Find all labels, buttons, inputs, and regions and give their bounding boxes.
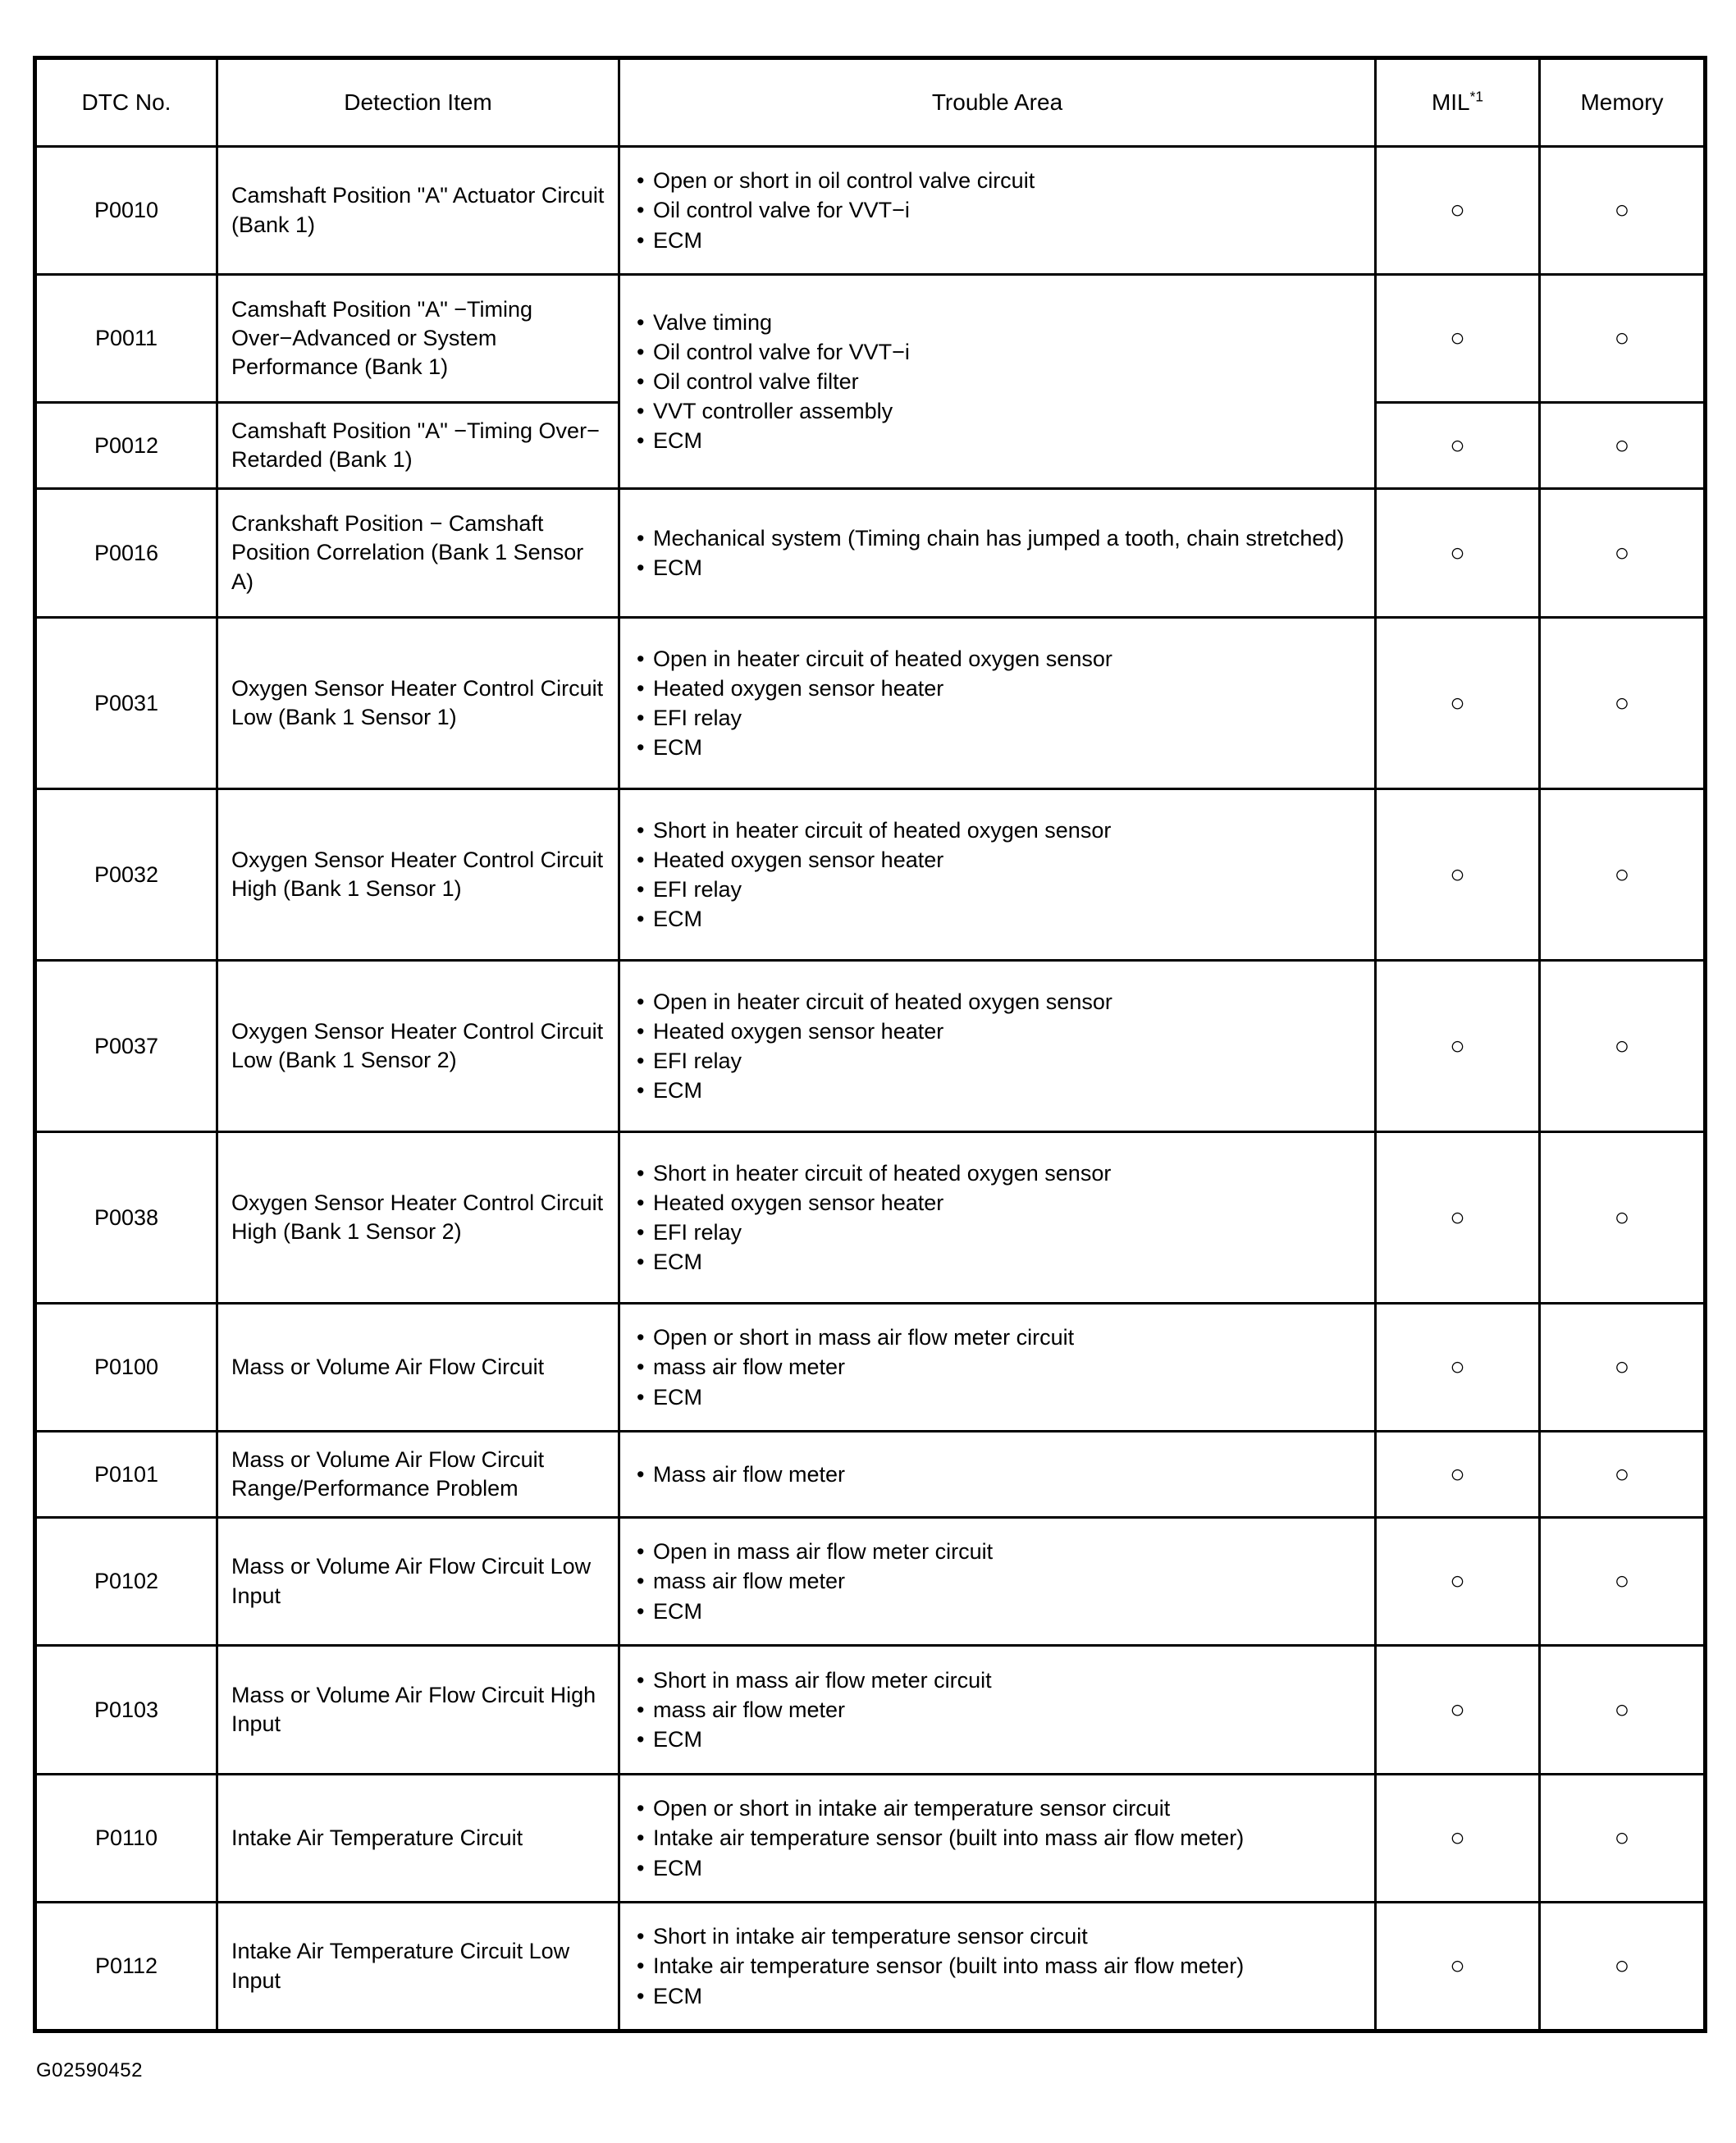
memory-circle: ○	[1614, 1352, 1630, 1381]
trouble-item: • EFI relay	[635, 1046, 1359, 1076]
memory-cell	[1540, 1518, 1706, 1646]
detection-cell: Intake Air Temperature Circuit	[217, 1775, 619, 1903]
trouble-item: • Intake air temperature sensor (built into mass air flow meter)	[635, 1823, 1359, 1853]
trouble-cell	[619, 1518, 1376, 1646]
memory-cell	[1540, 1646, 1706, 1775]
trouble-item: • EFI relay	[635, 703, 1359, 733]
dtc-cell: P0032	[35, 789, 217, 961]
mil-cell	[1376, 961, 1540, 1132]
mil-circle: ○	[1450, 1951, 1465, 1980]
trouble-item: • EFI relay	[635, 875, 1359, 904]
mil-cell	[1376, 618, 1540, 789]
dtc-cell: P0010	[35, 147, 217, 275]
mil-circle: ○	[1450, 195, 1465, 224]
mil-circle: ○	[1450, 859, 1465, 889]
trouble-item: • VVT controller assembly	[635, 396, 1359, 426]
dtc-table	[33, 56, 1707, 2033]
trouble-item: • mass air flow meter	[635, 1695, 1359, 1725]
trouble-item: • Open or short in oil control valve circuit	[635, 166, 1359, 195]
mil-circle: ○	[1450, 430, 1465, 459]
mil-circle: ○	[1450, 537, 1465, 567]
table-row	[35, 618, 1706, 789]
trouble-item: • Open or short in intake air temperature sensor circuit	[635, 1793, 1359, 1823]
trouble-item: • Short in heater circuit of heated oxygen sensor	[635, 1158, 1359, 1188]
trouble-item: • mass air flow meter	[635, 1352, 1359, 1382]
dtc-cell: P0012	[35, 403, 217, 489]
column-header-trouble: Trouble Area	[619, 58, 1376, 147]
trouble-item: • mass air flow meter	[635, 1566, 1359, 1596]
memory-cell	[1540, 961, 1706, 1132]
trouble-item: • ECM	[635, 1725, 1359, 1754]
detection-cell: Oxygen Sensor Heater Control Circuit High (Bank 1 Sensor 2)	[217, 1132, 619, 1304]
detection-cell: Mass or Volume Air Flow Circuit Low Input	[217, 1518, 619, 1646]
detection-cell: Camshaft Position "A" −Timing Over− Retarded (Bank 1)	[217, 403, 619, 489]
trouble-cell	[619, 789, 1376, 961]
detection-cell: Oxygen Sensor Heater Control Circuit High (Bank 1 Sensor 1)	[217, 789, 619, 961]
memory-circle: ○	[1614, 1459, 1630, 1488]
column-header-mil	[1376, 58, 1540, 147]
mil-circle: ○	[1450, 1030, 1465, 1060]
detection-cell: Crankshaft Position − Camshaft Position Correlation (Bank 1 Sensor A)	[217, 489, 619, 618]
mil-cell	[1376, 147, 1540, 275]
trouble-item: • Oil control valve for VVT−i	[635, 337, 1359, 367]
trouble-item: • ECM	[635, 553, 1359, 583]
trouble-item: • Open in heater circuit of heated oxygen sensor	[635, 987, 1359, 1017]
table-row	[35, 1646, 1706, 1775]
table-row	[35, 1132, 1706, 1304]
mil-cell	[1376, 789, 1540, 961]
dtc-cell: P0037	[35, 961, 217, 1132]
mil-circle: ○	[1450, 1694, 1465, 1724]
dtc-cell: P0102	[35, 1518, 217, 1646]
trouble-item: • Heated oxygen sensor heater	[635, 845, 1359, 875]
memory-circle: ○	[1614, 1951, 1630, 1980]
dtc-cell: P0101	[35, 1432, 217, 1518]
dtc-cell: P0112	[35, 1903, 217, 2031]
trouble-item: • ECM	[635, 1382, 1359, 1412]
trouble-item: • Heated oxygen sensor heater	[635, 1017, 1359, 1046]
memory-cell	[1540, 489, 1706, 618]
trouble-item: • Short in intake air temperature sensor circuit	[635, 1921, 1359, 1951]
detection-cell: Oxygen Sensor Heater Control Circuit Low (Bank 1 Sensor 1)	[217, 618, 619, 789]
column-header-memory: Memory	[1540, 58, 1706, 147]
trouble-cell	[619, 147, 1376, 275]
mil-footnote-marker: *1	[1469, 88, 1484, 105]
memory-cell	[1540, 1304, 1706, 1432]
mil-circle: ○	[1450, 1459, 1465, 1488]
table-row	[35, 1432, 1706, 1518]
dtc-cell: P0110	[35, 1775, 217, 1903]
mil-circle: ○	[1450, 1352, 1465, 1381]
mil-header-label: MIL	[1431, 89, 1470, 115]
trouble-item: • Mechanical system (Timing chain has jumped a tooth, chain stretched)	[635, 523, 1359, 553]
mil-circle: ○	[1450, 1823, 1465, 1852]
memory-circle: ○	[1614, 1566, 1630, 1595]
mil-cell	[1376, 489, 1540, 618]
trouble-item: • ECM	[635, 1981, 1359, 2011]
trouble-item: • ECM	[635, 226, 1359, 255]
mil-cell	[1376, 1903, 1540, 2031]
trouble-item: • Short in mass air flow meter circuit	[635, 1666, 1359, 1695]
trouble-item: • EFI relay	[635, 1218, 1359, 1247]
trouble-item: • ECM	[635, 733, 1359, 762]
trouble-cell	[619, 275, 1376, 489]
trouble-item: • ECM	[635, 426, 1359, 455]
column-header-detection: Detection Item	[217, 58, 619, 147]
memory-circle: ○	[1614, 195, 1630, 224]
memory-circle: ○	[1614, 1823, 1630, 1852]
dtc-cell: P0011	[35, 275, 217, 403]
trouble-cell	[619, 489, 1376, 618]
trouble-item: • Open in mass air flow meter circuit	[635, 1537, 1359, 1566]
memory-cell	[1540, 275, 1706, 403]
trouble-item: • Short in heater circuit of heated oxygen sensor	[635, 816, 1359, 845]
trouble-item: • ECM	[635, 1597, 1359, 1626]
table-row	[35, 1518, 1706, 1646]
trouble-cell	[619, 1775, 1376, 1903]
trouble-cell	[619, 618, 1376, 789]
dtc-cell: P0016	[35, 489, 217, 618]
memory-circle: ○	[1614, 323, 1630, 352]
trouble-item: • Heated oxygen sensor heater	[635, 1188, 1359, 1218]
trouble-cell	[619, 1903, 1376, 2031]
memory-circle: ○	[1614, 688, 1630, 717]
memory-circle: ○	[1614, 537, 1630, 567]
mil-cell	[1376, 1432, 1540, 1518]
trouble-item: • Oil control valve for VVT−i	[635, 195, 1359, 225]
detection-cell: Intake Air Temperature Circuit Low Input	[217, 1903, 619, 2031]
trouble-cell	[619, 1646, 1376, 1775]
table-header-row	[35, 58, 1706, 147]
trouble-item: • Intake air temperature sensor (built into mass air flow meter)	[635, 1951, 1359, 1981]
table-row	[35, 489, 1706, 618]
table-row	[35, 789, 1706, 961]
dtc-cell: P0103	[35, 1646, 217, 1775]
column-header-dtc: DTC No.	[35, 58, 217, 147]
trouble-item: • Open in heater circuit of heated oxygen sensor	[635, 644, 1359, 674]
trouble-cell	[619, 1304, 1376, 1432]
trouble-cell	[619, 961, 1376, 1132]
trouble-cell	[619, 1132, 1376, 1304]
table-row	[35, 1775, 1706, 1903]
memory-cell	[1540, 1903, 1706, 2031]
mil-cell	[1376, 403, 1540, 489]
dtc-cell: P0100	[35, 1304, 217, 1432]
memory-cell	[1540, 1432, 1706, 1518]
trouble-item: • ECM	[635, 1247, 1359, 1277]
trouble-item: • Open or short in mass air flow meter circuit	[635, 1323, 1359, 1352]
mil-circle: ○	[1450, 688, 1465, 717]
table-row	[35, 1304, 1706, 1432]
trouble-cell	[619, 1432, 1376, 1518]
memory-cell	[1540, 789, 1706, 961]
trouble-item: • ECM	[635, 1076, 1359, 1105]
trouble-item: • ECM	[635, 904, 1359, 934]
memory-cell	[1540, 147, 1706, 275]
dtc-cell: P0031	[35, 618, 217, 789]
memory-cell	[1540, 1775, 1706, 1903]
mil-circle: ○	[1450, 1566, 1465, 1595]
memory-circle: ○	[1614, 1694, 1630, 1724]
mil-cell	[1376, 275, 1540, 403]
table-row	[35, 275, 1706, 403]
detection-cell: Camshaft Position "A" −Timing Over−Advanced or System Performance (Bank 1)	[217, 275, 619, 403]
mil-cell	[1376, 1132, 1540, 1304]
table-row	[35, 961, 1706, 1132]
trouble-item: • Oil control valve filter	[635, 367, 1359, 396]
memory-circle: ○	[1614, 1202, 1630, 1231]
trouble-item: • Valve timing	[635, 308, 1359, 337]
detection-cell: Mass or Volume Air Flow Circuit	[217, 1304, 619, 1432]
mil-cell	[1376, 1518, 1540, 1646]
mil-cell	[1376, 1646, 1540, 1775]
detection-cell: Mass or Volume Air Flow Circuit Range/Performance Problem	[217, 1432, 619, 1518]
mil-circle: ○	[1450, 1202, 1465, 1231]
dtc-cell: P0038	[35, 1132, 217, 1304]
detection-cell: Camshaft Position "A" Actuator Circuit (Bank 1)	[217, 147, 619, 275]
detection-cell: Oxygen Sensor Heater Control Circuit Low (Bank 1 Sensor 2)	[217, 961, 619, 1132]
memory-cell	[1540, 1132, 1706, 1304]
table-row	[35, 1903, 1706, 2031]
trouble-item: • Mass air flow meter	[635, 1460, 1359, 1489]
figure-id: G02590452	[36, 2059, 143, 2081]
mil-cell	[1376, 1775, 1540, 1903]
mil-cell	[1376, 1304, 1540, 1432]
memory-circle: ○	[1614, 430, 1630, 459]
trouble-item: • ECM	[635, 1853, 1359, 1883]
memory-cell	[1540, 618, 1706, 789]
mil-circle: ○	[1450, 323, 1465, 352]
table-row	[35, 147, 1706, 275]
trouble-item: • Heated oxygen sensor heater	[635, 674, 1359, 703]
memory-cell	[1540, 403, 1706, 489]
memory-circle: ○	[1614, 1030, 1630, 1060]
detection-cell: Mass or Volume Air Flow Circuit High Input	[217, 1646, 619, 1775]
memory-circle: ○	[1614, 859, 1630, 889]
